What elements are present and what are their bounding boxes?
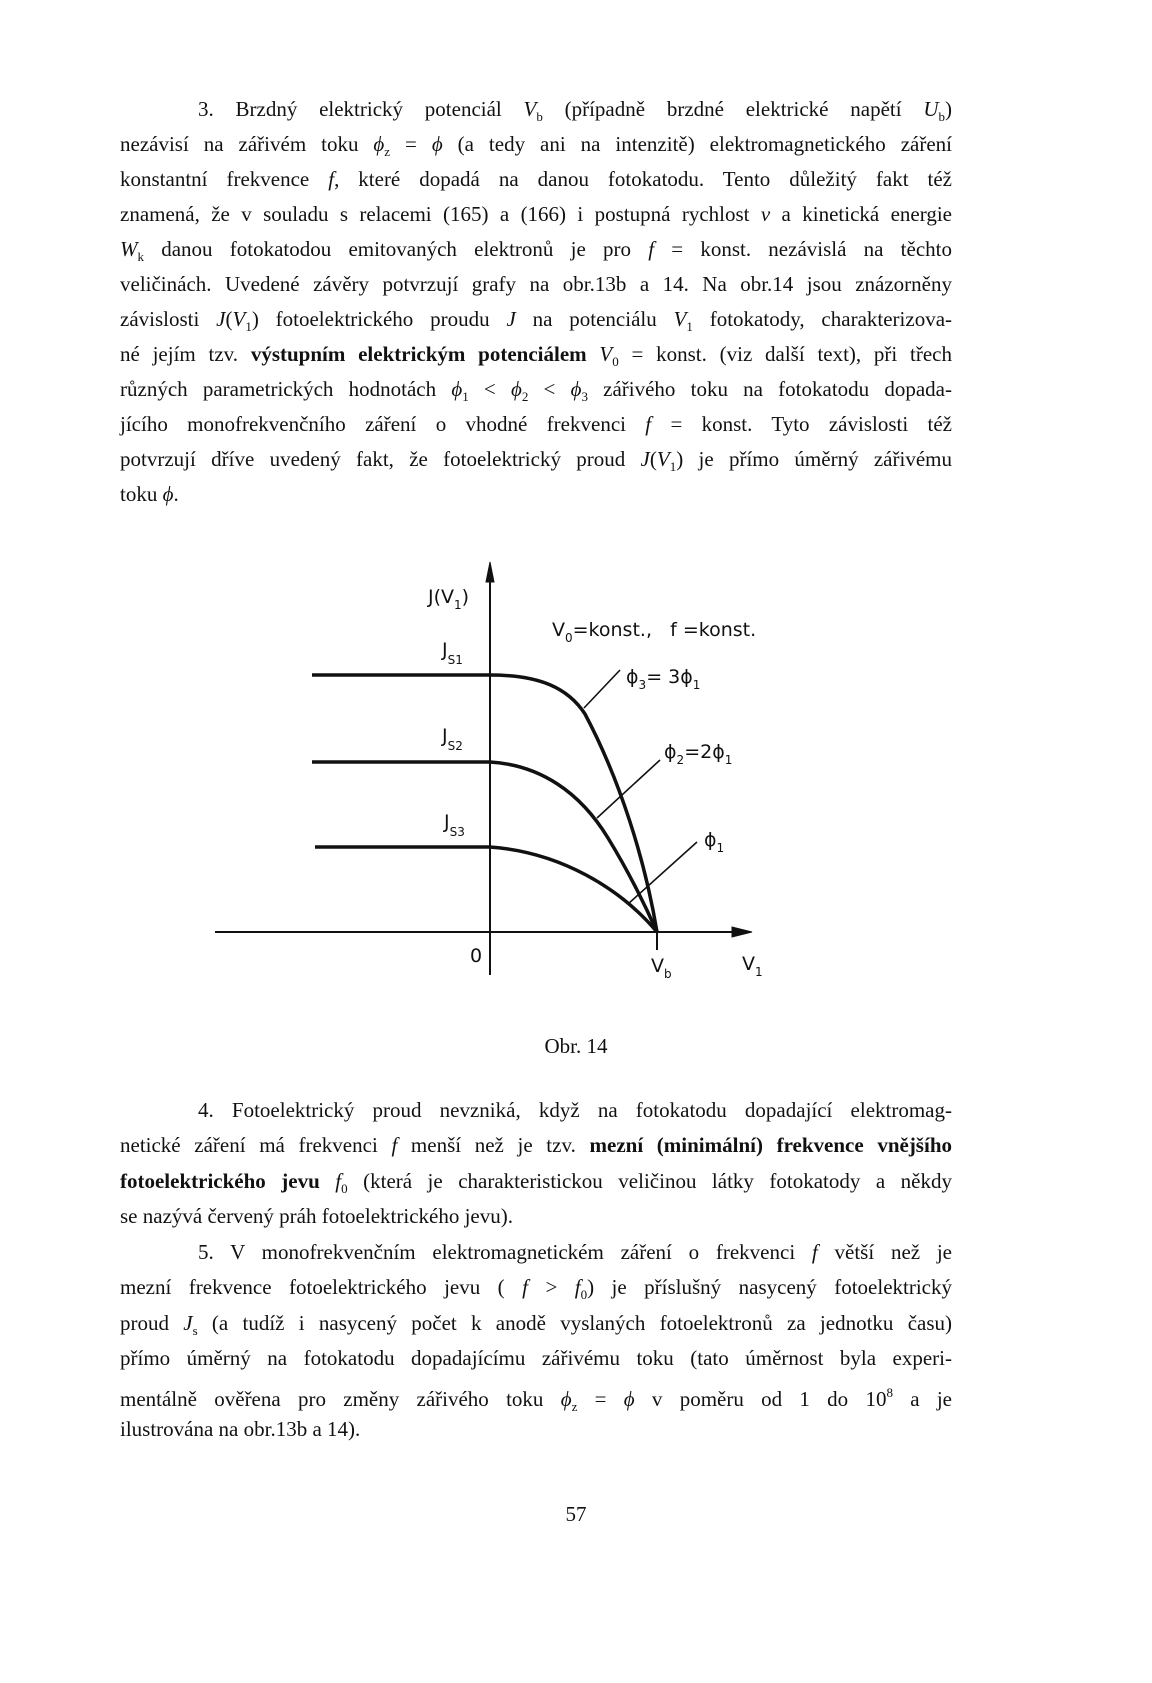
text: v poměru od 1 do 10 — [634, 1387, 887, 1412]
text: né jejím tzv. — [120, 342, 251, 366]
superscript: 8 — [886, 1385, 893, 1401]
math-variable: ϕ — [560, 1387, 572, 1412]
text-line — [198, 1097, 952, 1123]
text: znamená, že v souladu s relacemi (165) a (166) i postupná rychlost — [120, 202, 761, 226]
text: ) je přímo úměrný zářivému — [676, 447, 952, 471]
math-variable: V — [656, 447, 670, 471]
js1-label: $J_{S1}$ — [442, 639, 463, 667]
phi3-label: $\phi_3= 3\phi_1$ — [626, 666, 701, 692]
text: 3. Brzdný elektrický potenciál — [198, 97, 524, 121]
math-variable: f — [522, 1275, 528, 1300]
text: . — [173, 482, 179, 506]
text: ( — [225, 307, 233, 331]
text: ) fotoelektrického proudu — [251, 307, 507, 331]
text: jícího monofrekvenčního záření o vhodné frekvenci — [120, 412, 646, 436]
text-line — [120, 1380, 952, 1420]
text-line — [198, 1239, 952, 1265]
text: přímo úměrný na fotokatodu dopadajícímu zářivému toku (tato úměrnost byla experi- — [120, 1345, 952, 1370]
text: a kinetická energie — [770, 202, 952, 226]
bold-term: výstupním elektrickým potenciálem — [250, 342, 587, 366]
math-variable: f — [391, 1133, 398, 1158]
leader-phi3 — [584, 670, 620, 708]
text: < — [468, 377, 511, 401]
text: mentálně ověřena pro změny zářivého toku — [120, 1387, 561, 1412]
text-line — [120, 1132, 952, 1158]
text: ) — [945, 97, 953, 121]
curve-phi1 — [315, 847, 657, 932]
math-variable: W — [120, 237, 138, 261]
math-variable: ϕ — [431, 132, 443, 156]
y-axis-label: $J(V_1)$ — [428, 586, 470, 612]
math-subscript: z — [571, 1399, 578, 1415]
text: (a tedy ani na intenzitě) elektromagnetického záření — [442, 132, 953, 156]
text: mezní frekvence fotoelektrického jevu ( — [120, 1275, 523, 1300]
math-variable: ϕ — [510, 377, 522, 401]
math-variable: f — [574, 1275, 581, 1300]
math-variable: V — [599, 342, 613, 366]
text: menší než je tzv. — [397, 1133, 590, 1158]
text: danou fotokatodou emitovaných elektronů je pro — [144, 237, 649, 261]
math-variable: ϕ — [623, 1387, 635, 1412]
text: potvrzují dříve uvedený fakt, že fotoelektrický proud — [120, 447, 641, 471]
text: větší než je — [817, 1240, 952, 1264]
text: ilustrována na obr.13b a 14). — [120, 1416, 361, 1441]
math-subscript: z — [384, 144, 391, 159]
math-subscript: 1 — [245, 319, 252, 334]
text: > — [527, 1275, 575, 1300]
math-variable: ϕ — [373, 132, 385, 156]
text: veličinách. Uvedené závěry potvrzují grafy na obr.13b a 14. Na obr.14 jsou znázorněny — [120, 272, 952, 296]
math-variable: f — [335, 1168, 342, 1193]
text: 4. Fotoelektrický proud nevzniká, když na fotokatodu dopadající elektromag- — [198, 1098, 952, 1122]
figure-caption: Obr. 14 — [544, 1034, 608, 1058]
text: (a tudíž i nasycený počet k anodě vyslaných fotoelektronů za jednotku času) — [197, 1310, 952, 1335]
text: toku — [120, 482, 163, 506]
text-line — [120, 1345, 952, 1371]
math-variable: ϕ — [570, 377, 582, 401]
math-subscript: 1 — [462, 389, 469, 404]
text: , které dopadá na danou fotokatodu. Tento důležitý fakt též — [334, 167, 952, 191]
math-variable: ϕ — [451, 377, 463, 401]
js3-label: $J_{S3}$ — [444, 811, 465, 839]
math-variable: f — [328, 167, 335, 191]
text: nezávisí na zářivém toku — [120, 132, 374, 156]
text: = — [390, 132, 432, 156]
origin-label: 0 — [470, 945, 483, 967]
y-axis-arrow — [486, 562, 494, 582]
text: = — [577, 1387, 624, 1412]
x-axis-arrow — [732, 927, 752, 937]
text: různých parametrických hodnotách — [120, 377, 452, 401]
math-subscript: 3 — [581, 389, 588, 404]
text: < — [528, 377, 571, 401]
vb-label: $V_b$ — [651, 955, 672, 981]
math-variable: J — [183, 1310, 193, 1335]
math-variable: ϕ — [162, 482, 174, 506]
math-variable: v — [760, 202, 771, 226]
math-variable: J — [640, 447, 650, 471]
text: závislosti — [120, 307, 217, 331]
math-symbol — [560, 1387, 578, 1415]
text: = konst. Tyto závislosti též — [651, 412, 952, 436]
text-line — [120, 1416, 952, 1442]
text: = konst. (viz další text), při třech — [618, 342, 952, 366]
math-subscript: b — [938, 109, 946, 124]
text: netické záření má frekvenci — [120, 1133, 392, 1158]
math-subscript: b — [536, 109, 543, 124]
text: proud — [120, 1310, 184, 1335]
js2-label: $J_{S2}$ — [442, 725, 463, 753]
text: na potenciálu — [515, 307, 674, 331]
text: (případně brzdné elektrické napětí — [542, 97, 924, 121]
text: zářivého toku na fotokatodu dopada- — [587, 377, 952, 401]
math-subscript: 1 — [686, 319, 693, 334]
math-subscript: 0 — [612, 354, 619, 369]
math-variable: f — [645, 412, 652, 436]
math-variable: V — [673, 307, 687, 331]
text-line — [120, 1168, 952, 1202]
text-line — [120, 1310, 952, 1344]
text: se nazývá červený práh fotoelektrického jevu). — [120, 1203, 513, 1228]
math-symbol — [183, 1310, 198, 1338]
math-variable: J — [216, 307, 226, 331]
text: (která je charakteristickou veličinou látky fotokatody a někdy — [347, 1168, 953, 1193]
x-axis-label: $V_1$ — [742, 953, 763, 979]
math-subscript: 0 — [580, 1287, 588, 1303]
bold-term: fotoelektrického jevu — [120, 1168, 320, 1193]
math-subscript: k — [137, 249, 144, 264]
bold-term: mezní (minimální) frekvence vnějšího — [589, 1133, 952, 1158]
text: = konst. nezávislá na těchto — [654, 237, 952, 261]
math-symbol — [335, 1168, 348, 1196]
math-variable: U — [923, 97, 939, 121]
math-variable: f — [811, 1240, 818, 1264]
page-number: 57 — [565, 1502, 587, 1526]
conditions-label: $V_0=konst$., f =konst. — [552, 619, 757, 645]
math-symbol — [624, 1387, 635, 1411]
text-line — [120, 1274, 952, 1308]
math-subscript: s — [192, 1322, 198, 1338]
text: a je — [892, 1387, 953, 1412]
text: konstantní frekvence — [120, 167, 329, 191]
text — [320, 1169, 336, 1193]
math-variable: f — [648, 237, 655, 261]
math-variable: J — [506, 307, 516, 331]
math-subscript: 2 — [521, 389, 529, 404]
math-variable: V — [232, 307, 246, 331]
math-subscript: 0 — [341, 1180, 348, 1196]
leader-phi2 — [597, 760, 660, 818]
phi2-label: $\phi_2=2\phi_1$ — [664, 741, 733, 767]
text: ) je příslušný nasycený fotoelektrický — [587, 1275, 953, 1300]
text-line — [120, 1203, 952, 1229]
phi1-label: $\phi_1$ — [704, 829, 725, 855]
math-subscript: 1 — [669, 459, 677, 474]
math-variable: V — [523, 97, 537, 121]
math-symbol — [574, 1275, 588, 1303]
text: ( — [649, 447, 657, 471]
text: fotokatody, charakterizova- — [692, 307, 953, 331]
curve-phi3 — [312, 675, 657, 932]
text: 5. V monofrekvenčním elektromagnetickém záření o frekvenci — [198, 1240, 812, 1264]
